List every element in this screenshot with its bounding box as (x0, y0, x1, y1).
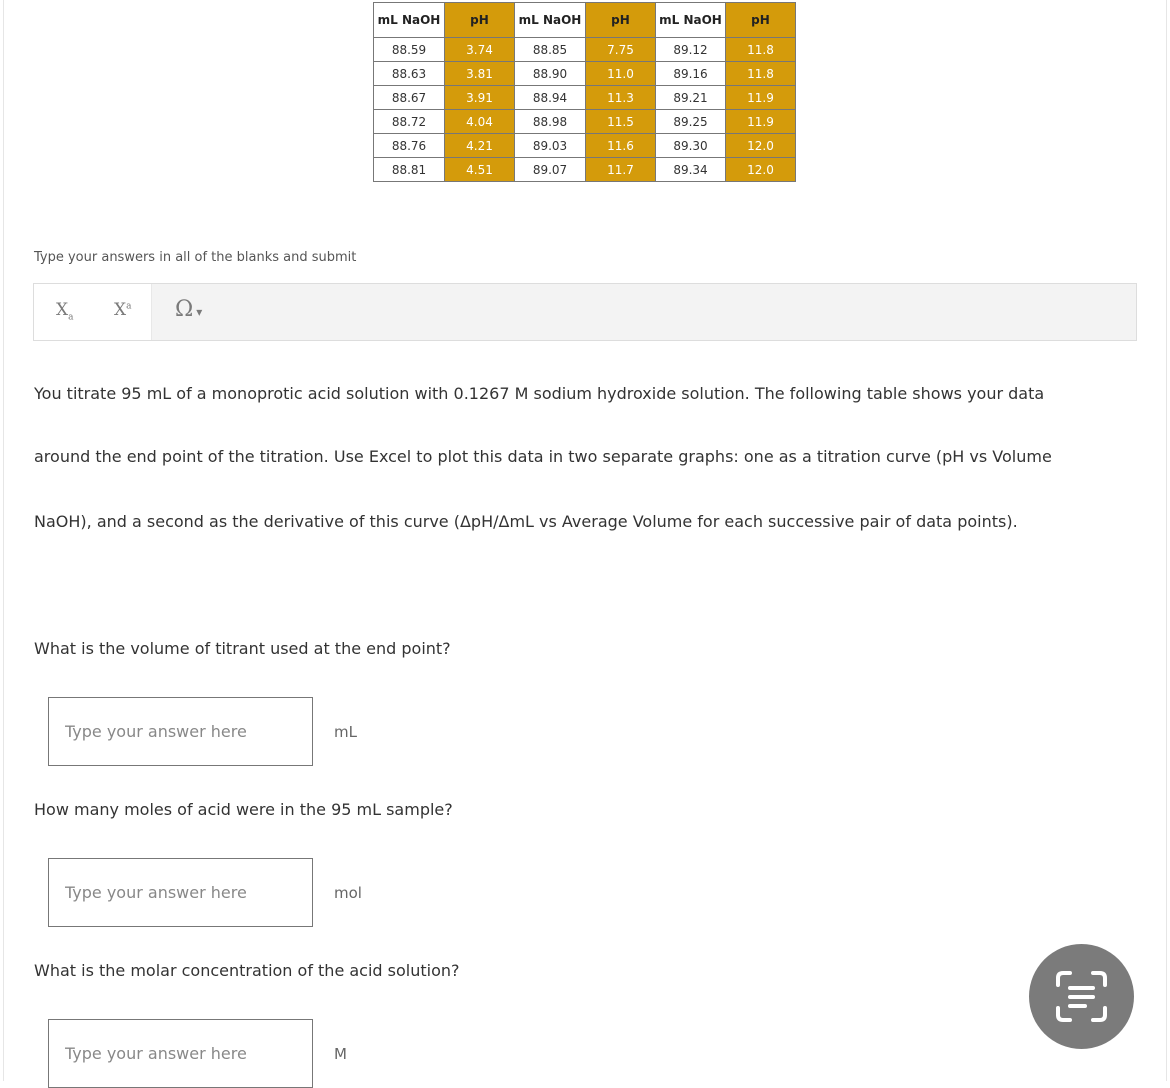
question-2-text: How many moles of acid were in the 95 mL sample? (34, 800, 453, 819)
superscript-button[interactable] (114, 300, 131, 320)
table-cell: 88.81 (374, 158, 445, 182)
acid-concentration-input[interactable] (48, 1019, 313, 1088)
moles-acid-input[interactable] (48, 858, 313, 927)
toolbar-button-group (34, 284, 152, 340)
omega-icon: Ω (175, 297, 194, 322)
table-cell: 11.8 (726, 38, 796, 62)
formatting-toolbar (33, 283, 1137, 341)
table-cell: 88.85 (515, 38, 586, 62)
header-ml-naoh: mL NaOH (656, 3, 726, 38)
problem-text-line-1: You titrate 95 mL of a monoprotic acid solution with 0.1267 M sodium hydroxide solution. The following table shows your data (34, 384, 1045, 403)
table-row (374, 134, 796, 158)
table-cell: 3.81 (445, 62, 515, 86)
instructions-text: Type your answers in all of the blanks and submit (34, 250, 357, 265)
table-row (374, 158, 796, 182)
table-cell: 88.90 (515, 62, 586, 86)
table-cell: 12.0 (726, 134, 796, 158)
unit-ml: mL (334, 723, 357, 741)
table-cell: 89.07 (515, 158, 586, 182)
table-cell: 11.7 (586, 158, 656, 182)
table-cell: 88.98 (515, 110, 586, 134)
table-cell: 88.94 (515, 86, 586, 110)
table-cell: 88.67 (374, 86, 445, 110)
table-cell: 4.04 (445, 110, 515, 134)
table-cell: 11.8 (726, 62, 796, 86)
question-1-text: What is the volume of titrant used at the end point? (34, 639, 451, 658)
table-header-row (374, 3, 796, 38)
table-cell: 4.51 (445, 158, 515, 182)
table-cell: 4.21 (445, 134, 515, 158)
table-cell: 88.72 (374, 110, 445, 134)
endpoint-volume-input[interactable] (48, 697, 313, 766)
table-cell: 89.34 (656, 158, 726, 182)
problem-text-line-2: around the end point of the titration. Use Excel to plot this data in two separate graphs: one as a titration curve (pH vs Volume (34, 447, 1052, 466)
table-cell: 3.74 (445, 38, 515, 62)
table-cell: 89.25 (656, 110, 726, 134)
table-row (374, 62, 796, 86)
superscript-mark: a (126, 301, 132, 312)
table-cell: 11.0 (586, 62, 656, 86)
table-cell: 89.30 (656, 134, 726, 158)
unit-molar: M (334, 1045, 347, 1063)
table-cell: 89.16 (656, 62, 726, 86)
table-row (374, 86, 796, 110)
subscript-mark: a (68, 312, 74, 323)
table-cell: 12.0 (726, 158, 796, 182)
chevron-down-icon: ▾ (196, 305, 203, 319)
header-ml-naoh: mL NaOH (374, 3, 445, 38)
text-scan-button[interactable] (1029, 944, 1134, 1049)
titration-data-table (373, 2, 796, 182)
table-cell: 89.03 (515, 134, 586, 158)
unit-mol: mol (334, 884, 362, 902)
table-row (374, 38, 796, 62)
table-cell: 11.3 (586, 86, 656, 110)
table-cell: 3.91 (445, 86, 515, 110)
table-cell: 11.6 (586, 134, 656, 158)
table-cell: 11.5 (586, 110, 656, 134)
table-row (374, 110, 796, 134)
text-scan-icon (1055, 970, 1108, 1023)
header-ph: pH (586, 3, 656, 38)
question-3-text: What is the molar concentration of the acid solution? (34, 961, 460, 980)
superscript-icon: X (114, 300, 127, 320)
table-cell: 88.63 (374, 62, 445, 86)
special-characters-button[interactable] (175, 297, 202, 322)
header-ph: pH (445, 3, 515, 38)
table-cell: 88.76 (374, 134, 445, 158)
table-cell: 11.9 (726, 86, 796, 110)
subscript-button[interactable] (56, 300, 73, 322)
header-ph: pH (726, 3, 796, 38)
problem-text-line-3: NaOH), and a second as the derivative of this curve (ΔpH/ΔmL vs Average Volume for each successive pair of data points). (34, 512, 1018, 531)
table-cell: 11.9 (726, 110, 796, 134)
header-ml-naoh: mL NaOH (515, 3, 586, 38)
table-cell: 88.59 (374, 38, 445, 62)
table-cell: 89.21 (656, 86, 726, 110)
subscript-icon: X (56, 300, 69, 320)
table-cell: 89.12 (656, 38, 726, 62)
table-cell: 7.75 (586, 38, 656, 62)
